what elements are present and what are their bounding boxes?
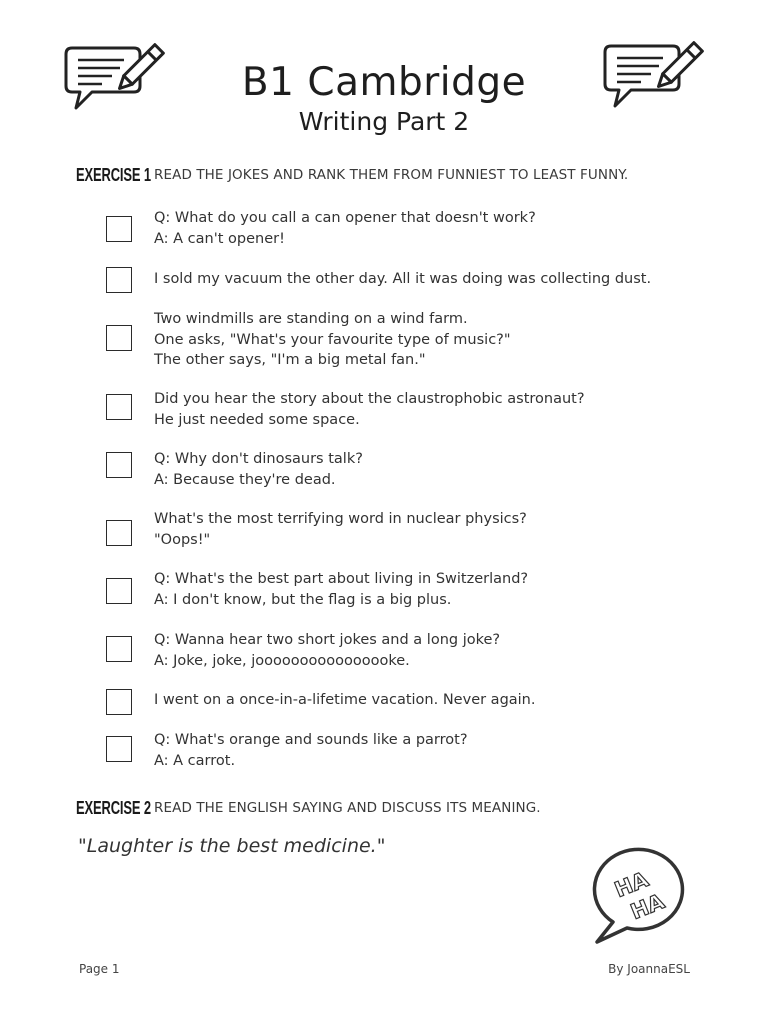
exercise-2-instruction: READ THE ENGLISH SAYING AND DISCUSS ITS MEANING. bbox=[154, 800, 541, 816]
joke-line: I sold my vacuum the other day. All it was doing was collecting dust. bbox=[154, 271, 652, 287]
exercise-1-heading bbox=[76, 163, 628, 187]
rank-checkbox-1[interactable] bbox=[106, 216, 132, 242]
joke-line: A: Because they're dead. bbox=[154, 471, 336, 488]
rank-checkbox-9[interactable] bbox=[106, 689, 132, 715]
joke-8 bbox=[154, 630, 500, 671]
joke-line: Q: What's the best part about living in Switzerland? bbox=[154, 571, 529, 587]
rank-checkbox-10[interactable] bbox=[106, 736, 132, 762]
rank-checkbox-3[interactable] bbox=[106, 325, 132, 351]
joke-line: A: A can't opener! bbox=[154, 230, 285, 247]
joke-3 bbox=[154, 309, 511, 371]
joke-7 bbox=[154, 569, 528, 610]
page-number: Page 1 bbox=[79, 962, 120, 976]
joke-1 bbox=[154, 208, 536, 249]
joke-line: "Oops!" bbox=[154, 531, 211, 548]
rank-checkbox-6[interactable] bbox=[106, 520, 132, 546]
haha-speech-bubble-icon bbox=[583, 842, 693, 946]
joke-line: I went on a once-in-a-lifetime vacation. Never again. bbox=[154, 692, 536, 708]
bubble-text: HA bbox=[627, 889, 668, 925]
rank-checkbox-2[interactable] bbox=[106, 267, 132, 293]
rank-checkbox-5[interactable] bbox=[106, 452, 132, 478]
author-credit: By JoannaESL bbox=[608, 962, 690, 976]
joke-6 bbox=[154, 509, 527, 550]
joke-line: Q: What's orange and sounds like a parrot? bbox=[154, 732, 468, 748]
joke-line: Q: Wanna hear two short jokes and a long joke? bbox=[154, 632, 501, 648]
joke-line: A: A carrot. bbox=[154, 752, 236, 769]
joke-line: Did you hear the story about the claustrophobic astronaut? bbox=[154, 391, 585, 407]
joke-line: He just needed some space. bbox=[154, 411, 360, 428]
page-subtitle: Writing Part 2 bbox=[298, 107, 470, 136]
joke-line: One asks, "What's your favourite type of music?" bbox=[154, 331, 511, 348]
joke-line: A: Joke, joke, joooooooooooooooke. bbox=[154, 652, 410, 669]
exercise-1-instruction: READ THE JOKES AND RANK THEM FROM FUNNIEST TO LEAST FUNNY. bbox=[154, 167, 629, 183]
exercise-2-heading bbox=[76, 796, 541, 820]
joke-line: Q: Why don't dinosaurs talk? bbox=[154, 451, 363, 467]
joke-line: Q: What do you call a can opener that doesn't work? bbox=[154, 210, 536, 226]
rank-checkbox-8[interactable] bbox=[106, 636, 132, 662]
exercise-2-label: EXERCISE 2 bbox=[76, 797, 151, 818]
rank-checkbox-7[interactable] bbox=[106, 578, 132, 604]
joke-line: A: I don't know, but the flag is a big plus. bbox=[154, 591, 452, 608]
joke-line: The other says, "I'm a big metal fan." bbox=[154, 352, 426, 368]
joke-10 bbox=[154, 730, 468, 771]
rank-checkbox-4[interactable] bbox=[106, 394, 132, 420]
joke-line: What's the most terrifying word in nuclear physics? bbox=[154, 511, 527, 527]
joke-2 bbox=[154, 269, 651, 290]
joke-line: Two windmills are standing on a wind farm. bbox=[154, 311, 468, 327]
joke-5 bbox=[154, 449, 363, 490]
joke-4 bbox=[154, 389, 585, 430]
joke-9 bbox=[154, 690, 535, 711]
saying-quote: "Laughter is the best medicine." bbox=[78, 835, 386, 857]
bubble-text: HA bbox=[611, 867, 652, 903]
exercise-1-label: EXERCISE 1 bbox=[76, 164, 151, 185]
page-title: B1 Cambridge bbox=[241, 60, 527, 105]
